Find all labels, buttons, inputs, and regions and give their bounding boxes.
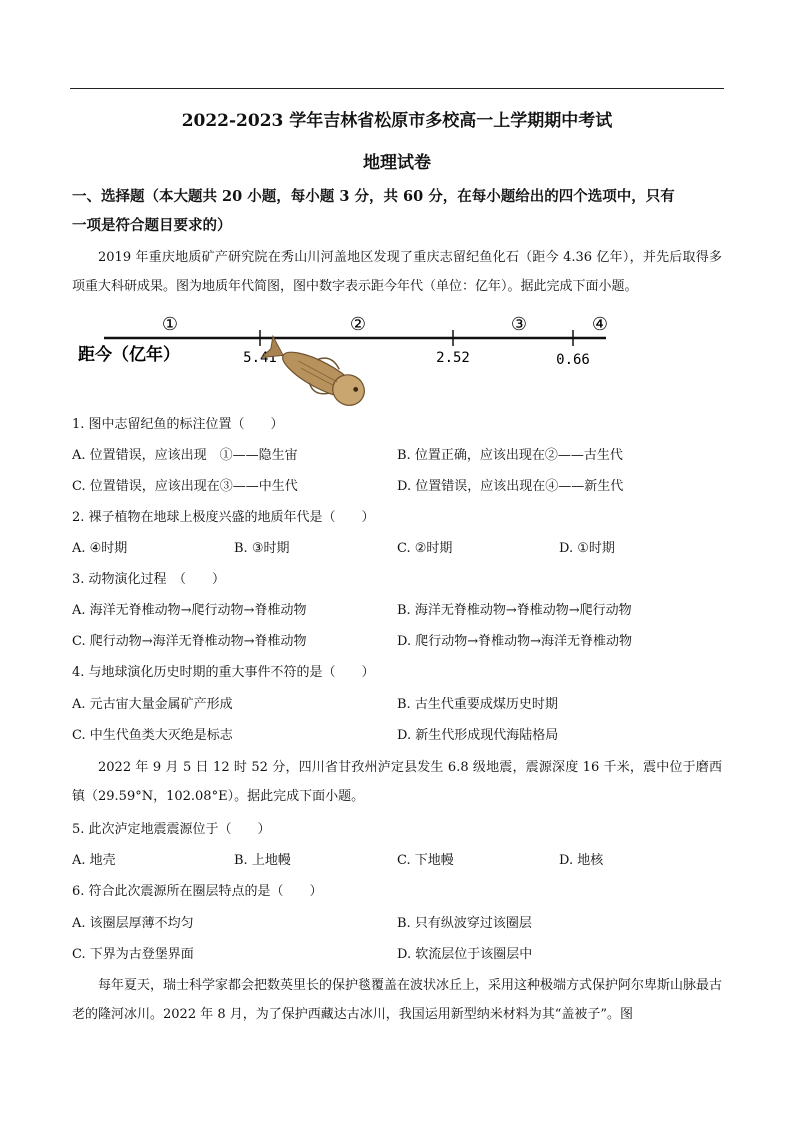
- question-stem: 5. 此次泸定地震震源位于（ ）: [72, 822, 271, 837]
- option-b[interactable]: B. 只有纵波穿过该圈层: [397, 916, 532, 931]
- option-d[interactable]: D. ①时期: [559, 541, 615, 556]
- top-rule: [70, 88, 724, 89]
- option-b[interactable]: B. 上地幔: [234, 853, 291, 868]
- option-b[interactable]: B. ③时期: [234, 541, 290, 556]
- tick-label: 5.41: [243, 350, 277, 366]
- option-d[interactable]: D. 爬行动物→脊椎动物→海洋无脊椎动物: [397, 634, 633, 649]
- section-heading: 一、选择题（本大题共 20 小题，每小题 3 分，共 60 分，在每小题给出的四个选项中，只有 一项是符合题目要求的）: [72, 188, 675, 234]
- question-stem: 3. 动物演化过程 （ ）: [72, 572, 226, 587]
- tick-label: 0.66: [556, 352, 590, 368]
- passage-fossil: 2019 年重庆地质矿产研究院在秀山川河盖地区发现了重庆志留纪鱼化石（距今 4.36 亿年），并先后取得多项重大科研成果。图为地质年代简图，图中数字表示距今年代（单位：亿年）。据此完成下面小题。: [72, 250, 722, 294]
- option-a[interactable]: A. 位置错误，应该出现 ①——隐生宙: [72, 448, 298, 463]
- option-b[interactable]: B. 位置正确，应该出现在②——古生代: [397, 448, 623, 463]
- period-label: ④: [591, 314, 609, 335]
- period-label: ②: [349, 314, 367, 335]
- option-c[interactable]: C. 下地幔: [397, 853, 454, 868]
- option-a[interactable]: A. 海洋无脊椎动物→爬行动物→脊椎动物: [72, 603, 307, 618]
- geologic-timeline-diagram: [76, 310, 616, 410]
- option-d[interactable]: D. 位置错误，应该出现在④——新生代: [397, 479, 624, 494]
- question-stem: 1. 图中志留纪鱼的标注位置（ ）: [72, 417, 284, 432]
- option-a[interactable]: A. 元古宙大量金属矿产形成: [72, 697, 233, 712]
- option-d[interactable]: D. 软流层位于该圈层中: [397, 947, 533, 962]
- option-c[interactable]: C. ②时期: [397, 541, 453, 556]
- option-c[interactable]: C. 下界为古登堡界面: [72, 947, 194, 962]
- exam-title: 2022-2023 学年吉林省松原市多校高一上学期期中考试: [181, 111, 613, 131]
- option-b[interactable]: B. 海洋无脊椎动物→脊椎动物→爬行动物: [397, 603, 632, 618]
- tick-label: 2.52: [436, 350, 470, 366]
- option-a[interactable]: A. 该圈层厚薄不均匀: [72, 916, 194, 931]
- option-a[interactable]: A. ④时期: [72, 541, 128, 556]
- option-d[interactable]: D. 地核: [559, 853, 604, 868]
- option-c[interactable]: C. 中生代鱼类大灭绝是标志: [72, 728, 233, 743]
- passage-earthquake: 2022 年 9 月 5 日 12 时 52 分，四川省甘孜州泸定县发生 6.8 级地震，震源深度 16 千米，震中位于磨西镇（29.59°N，102.08°E）。据此完成下面小题。: [72, 760, 722, 804]
- option-c[interactable]: C. 爬行动物→海洋无脊椎动物→脊椎动物: [72, 634, 307, 649]
- exam-subject: 地理试卷: [363, 153, 431, 173]
- option-d[interactable]: D. 新生代形成现代海陆格局: [397, 728, 559, 743]
- passage-glacier: 每年夏天，瑞士科学家都会把数英里长的保护毯覆盖在波状冰丘上，采用这种极端方式保护阿尔卑斯山脉最古老的隆河冰川。2022 年 8 月，为了保护西藏达古冰川，我国运用新型纳米材料为其“盖被子”。图: [72, 978, 723, 1022]
- option-b[interactable]: B. 古生代重要成煤历史时期: [397, 697, 558, 712]
- question-stem: 4. 与地球演化历史时期的重大事件不符的是（ ）: [72, 665, 375, 680]
- axis-label: 距今（亿年）: [78, 345, 180, 365]
- fish-fossil-image: [259, 330, 371, 410]
- period-label: ③: [510, 314, 528, 335]
- option-c[interactable]: C. 位置错误，应该出现在③——中生代: [72, 479, 298, 494]
- question-stem: 2. 裸子植物在地球上极度兴盛的地质年代是（ ）: [72, 510, 375, 525]
- option-a[interactable]: A. 地壳: [72, 853, 116, 868]
- period-label: ①: [161, 314, 179, 335]
- question-stem: 6. 符合此次震源所在圈层特点的是（ ）: [72, 884, 323, 899]
